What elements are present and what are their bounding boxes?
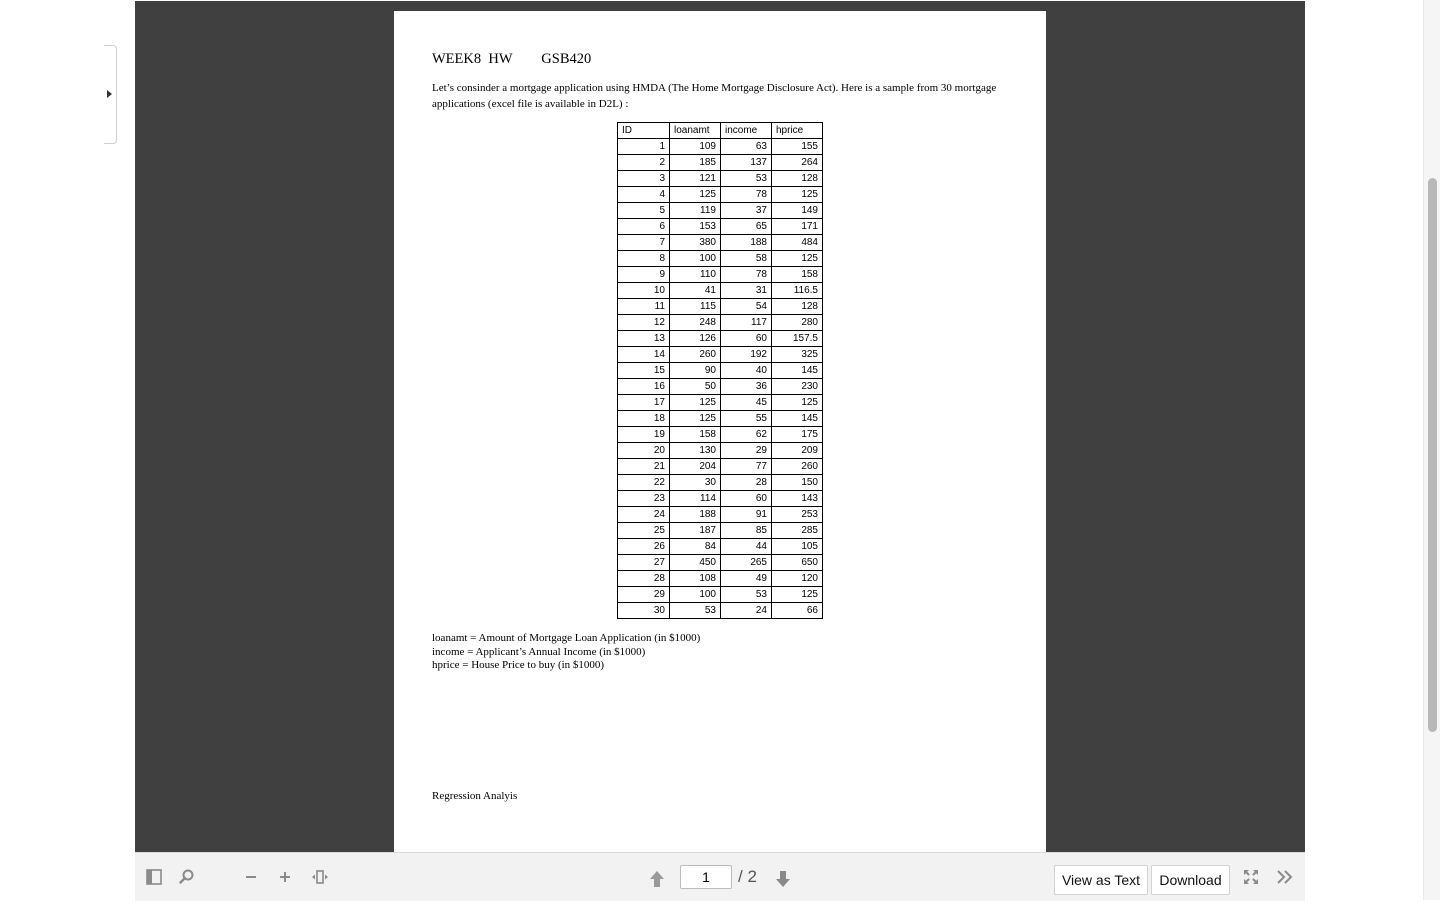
column-header-loanamt: loanamt <box>670 123 721 139</box>
side-panel-expand-tab[interactable] <box>104 45 117 144</box>
table-cell-hprice: 209 <box>772 443 823 459</box>
view-as-text-button[interactable]: View as Text <box>1054 865 1148 895</box>
table-cell-loanamt: 114 <box>670 491 721 507</box>
mortgage-data-table <box>617 122 823 619</box>
table-row <box>618 315 823 331</box>
table-cell-income: 65 <box>721 219 772 235</box>
table-cell-income: 54 <box>721 299 772 315</box>
table-cell-loanamt: 119 <box>670 203 721 219</box>
table-row <box>618 251 823 267</box>
previous-page-icon[interactable] <box>647 869 667 889</box>
table-cell-income: 78 <box>721 187 772 203</box>
table-cell-loanamt: 90 <box>670 363 721 379</box>
table-header-row <box>618 123 823 139</box>
table-cell-loanamt: 100 <box>670 587 721 603</box>
table-cell-income: 36 <box>721 379 772 395</box>
table-row <box>618 171 823 187</box>
table-row <box>618 603 823 619</box>
table-cell-loanamt: 125 <box>670 395 721 411</box>
table-cell-hprice: 171 <box>772 219 823 235</box>
table-cell-income: 45 <box>721 395 772 411</box>
table-cell-hprice: 125 <box>772 187 823 203</box>
table-cell-hprice: 143 <box>772 491 823 507</box>
table-cell-id: 27 <box>618 555 670 571</box>
table-row <box>618 427 823 443</box>
table-row <box>618 523 823 539</box>
table-cell-income: 24 <box>721 603 772 619</box>
page-title <box>432 51 591 68</box>
table-cell-income: 55 <box>721 411 772 427</box>
table-cell-income: 60 <box>721 491 772 507</box>
table-cell-id: 9 <box>618 267 670 283</box>
table-row <box>618 235 823 251</box>
table-row <box>618 587 823 603</box>
page-title-left: WEEK8 HW <box>432 51 513 67</box>
sidebar-toggle-icon[interactable] <box>144 867 164 887</box>
page-title-right: GSB420 <box>541 51 592 67</box>
table-cell-income: 188 <box>721 235 772 251</box>
table-row <box>618 203 823 219</box>
document-page <box>394 11 1046 852</box>
table-cell-hprice: 155 <box>772 139 823 155</box>
table-cell-income: 137 <box>721 155 772 171</box>
table-cell-loanamt: 100 <box>670 251 721 267</box>
table-cell-hprice: 150 <box>772 475 823 491</box>
table-row <box>618 491 823 507</box>
table-cell-income: 60 <box>721 331 772 347</box>
table-cell-hprice: 116.5 <box>772 283 823 299</box>
table-row <box>618 507 823 523</box>
table-cell-income: 29 <box>721 443 772 459</box>
table-row <box>618 155 823 171</box>
table-cell-loanamt: 121 <box>670 171 721 187</box>
table-cell-id: 25 <box>618 523 670 539</box>
table-cell-hprice: 285 <box>772 523 823 539</box>
table-row <box>618 555 823 571</box>
table-cell-id: 18 <box>618 411 670 427</box>
table-cell-hprice: 158 <box>772 267 823 283</box>
table-cell-income: 78 <box>721 267 772 283</box>
table-cell-hprice: 125 <box>772 251 823 267</box>
table-cell-loanamt: 185 <box>670 155 721 171</box>
table-cell-loanamt: 125 <box>670 411 721 427</box>
table-cell-hprice: 125 <box>772 587 823 603</box>
table-cell-loanamt: 204 <box>670 459 721 475</box>
table-cell-hprice: 325 <box>772 347 823 363</box>
table-cell-hprice: 149 <box>772 203 823 219</box>
table-cell-income: 53 <box>721 587 772 603</box>
table-cell-hprice: 145 <box>772 411 823 427</box>
table-cell-id: 24 <box>618 507 670 523</box>
definition-income: income = Applicant’s Annual Income (in $1000) <box>432 645 646 658</box>
table-cell-income: 49 <box>721 571 772 587</box>
table-row <box>618 267 823 283</box>
table-cell-income: 62 <box>721 427 772 443</box>
table-cell-id: 15 <box>618 363 670 379</box>
table-cell-income: 53 <box>721 171 772 187</box>
table-cell-loanamt: 84 <box>670 539 721 555</box>
table-cell-id: 1 <box>618 139 670 155</box>
expand-arrow-icon <box>107 90 112 98</box>
table-cell-id: 20 <box>618 443 670 459</box>
viewer-toolbar <box>135 852 1305 901</box>
next-page-icon[interactable] <box>773 869 793 889</box>
table-cell-id: 28 <box>618 571 670 587</box>
table-cell-id: 19 <box>618 427 670 443</box>
table-cell-loanamt: 450 <box>670 555 721 571</box>
table-cell-loanamt: 188 <box>670 507 721 523</box>
table-row <box>618 283 823 299</box>
table-cell-id: 8 <box>618 251 670 267</box>
table-row <box>618 219 823 235</box>
search-icon[interactable] <box>177 867 197 887</box>
fullscreen-icon[interactable] <box>1241 867 1261 887</box>
table-cell-loanamt: 380 <box>670 235 721 251</box>
table-row <box>618 571 823 587</box>
table-cell-loanamt: 110 <box>670 267 721 283</box>
definition-hprice: hprice = House Price to buy (in $1000) <box>432 659 605 671</box>
table-cell-loanamt: 53 <box>670 603 721 619</box>
table-cell-loanamt: 109 <box>670 139 721 155</box>
table-cell-loanamt: 130 <box>670 443 721 459</box>
table-cell-loanamt: 158 <box>670 427 721 443</box>
table-cell-hprice: 66 <box>772 603 823 619</box>
table-cell-id: 13 <box>618 331 670 347</box>
table-cell-hprice: 175 <box>772 427 823 443</box>
table-cell-loanamt: 260 <box>670 347 721 363</box>
table-cell-hprice: 120 <box>772 571 823 587</box>
table-cell-id: 7 <box>618 235 670 251</box>
download-button[interactable]: Download <box>1151 865 1230 895</box>
variable-definitions <box>432 632 700 673</box>
table-row <box>618 299 823 315</box>
table-cell-id: 21 <box>618 459 670 475</box>
table-row <box>618 331 823 347</box>
table-cell-income: 192 <box>721 347 772 363</box>
column-header-id: ID <box>618 123 670 139</box>
section-heading: Regression Analyis <box>432 790 518 802</box>
table-cell-loanamt: 125 <box>670 187 721 203</box>
table-cell-income: 91 <box>721 507 772 523</box>
table-cell-id: 3 <box>618 171 670 187</box>
zoom-out-icon[interactable] <box>241 867 261 887</box>
table-cell-loanamt: 108 <box>670 571 721 587</box>
table-cell-hprice: 157.5 <box>772 331 823 347</box>
scrollbar-thumb[interactable] <box>1428 178 1437 732</box>
table-cell-loanamt: 126 <box>670 331 721 347</box>
table-row <box>618 539 823 555</box>
table-row <box>618 443 823 459</box>
table-cell-hprice: 280 <box>772 315 823 331</box>
table-cell-id: 17 <box>618 395 670 411</box>
table-cell-id: 12 <box>618 315 670 331</box>
table-cell-loanamt: 187 <box>670 523 721 539</box>
table-cell-id: 11 <box>618 299 670 315</box>
document-viewer[interactable] <box>135 1 1305 852</box>
table-cell-id: 4 <box>618 187 670 203</box>
table-cell-loanamt: 41 <box>670 283 721 299</box>
page-number-input[interactable] <box>680 865 732 889</box>
table-cell-id: 16 <box>618 379 670 395</box>
table-cell-id: 5 <box>618 203 670 219</box>
table-cell-hprice: 105 <box>772 539 823 555</box>
table-cell-loanamt: 30 <box>670 475 721 491</box>
table-cell-hprice: 253 <box>772 507 823 523</box>
definition-loanamt: loanamt = Amount of Mortgage Loan Application (in $1000) <box>432 632 701 644</box>
table-cell-income: 85 <box>721 523 772 539</box>
table-cell-income: 77 <box>721 459 772 475</box>
table-row <box>618 459 823 475</box>
table-cell-income: 58 <box>721 251 772 267</box>
table-cell-hprice: 128 <box>772 299 823 315</box>
table-cell-hprice: 125 <box>772 395 823 411</box>
table-row <box>618 187 823 203</box>
table-cell-income: 44 <box>721 539 772 555</box>
table-cell-id: 6 <box>618 219 670 235</box>
table-cell-hprice: 145 <box>772 363 823 379</box>
zoom-in-icon[interactable] <box>275 867 295 887</box>
table-cell-hprice: 650 <box>772 555 823 571</box>
table-cell-hprice: 230 <box>772 379 823 395</box>
table-cell-income: 117 <box>721 315 772 331</box>
table-cell-hprice: 264 <box>772 155 823 171</box>
table-row <box>618 347 823 363</box>
column-header-income: income <box>721 123 772 139</box>
table-row <box>618 139 823 155</box>
table-cell-id: 10 <box>618 283 670 299</box>
table-row <box>618 395 823 411</box>
table-cell-id: 30 <box>618 603 670 619</box>
table-cell-hprice: 484 <box>772 235 823 251</box>
table-cell-income: 28 <box>721 475 772 491</box>
table-cell-id: 22 <box>618 475 670 491</box>
table-cell-id: 26 <box>618 539 670 555</box>
table-cell-income: 37 <box>721 203 772 219</box>
table-cell-income: 63 <box>721 139 772 155</box>
table-cell-hprice: 128 <box>772 171 823 187</box>
table-cell-income: 40 <box>721 363 772 379</box>
table-cell-id: 23 <box>618 491 670 507</box>
table-cell-income: 265 <box>721 555 772 571</box>
table-cell-loanamt: 153 <box>670 219 721 235</box>
table-body <box>618 139 823 619</box>
table-cell-loanamt: 50 <box>670 379 721 395</box>
table-cell-hprice: 260 <box>772 459 823 475</box>
table-cell-loanamt: 115 <box>670 299 721 315</box>
table-cell-id: 29 <box>618 587 670 603</box>
vertical-scrollbar[interactable] <box>1423 0 1440 900</box>
fit-width-icon[interactable] <box>310 867 330 887</box>
table-row <box>618 475 823 491</box>
table-row <box>618 411 823 427</box>
intro-paragraph: Let’s consinder a mortgage application using HMDA (The Home Mortgage Disclosure Act). Here is a sample from 30 mortgage applications (excel file is available in D2L) : <box>432 82 997 110</box>
table-row <box>618 379 823 395</box>
column-header-hprice: hprice <box>772 123 823 139</box>
table-row <box>618 363 823 379</box>
page-total: / 2 <box>738 867 757 886</box>
table-cell-income: 31 <box>721 283 772 299</box>
more-tools-icon[interactable] <box>1275 867 1295 887</box>
table-cell-id: 14 <box>618 347 670 363</box>
table-cell-id: 2 <box>618 155 670 171</box>
table-cell-loanamt: 248 <box>670 315 721 331</box>
